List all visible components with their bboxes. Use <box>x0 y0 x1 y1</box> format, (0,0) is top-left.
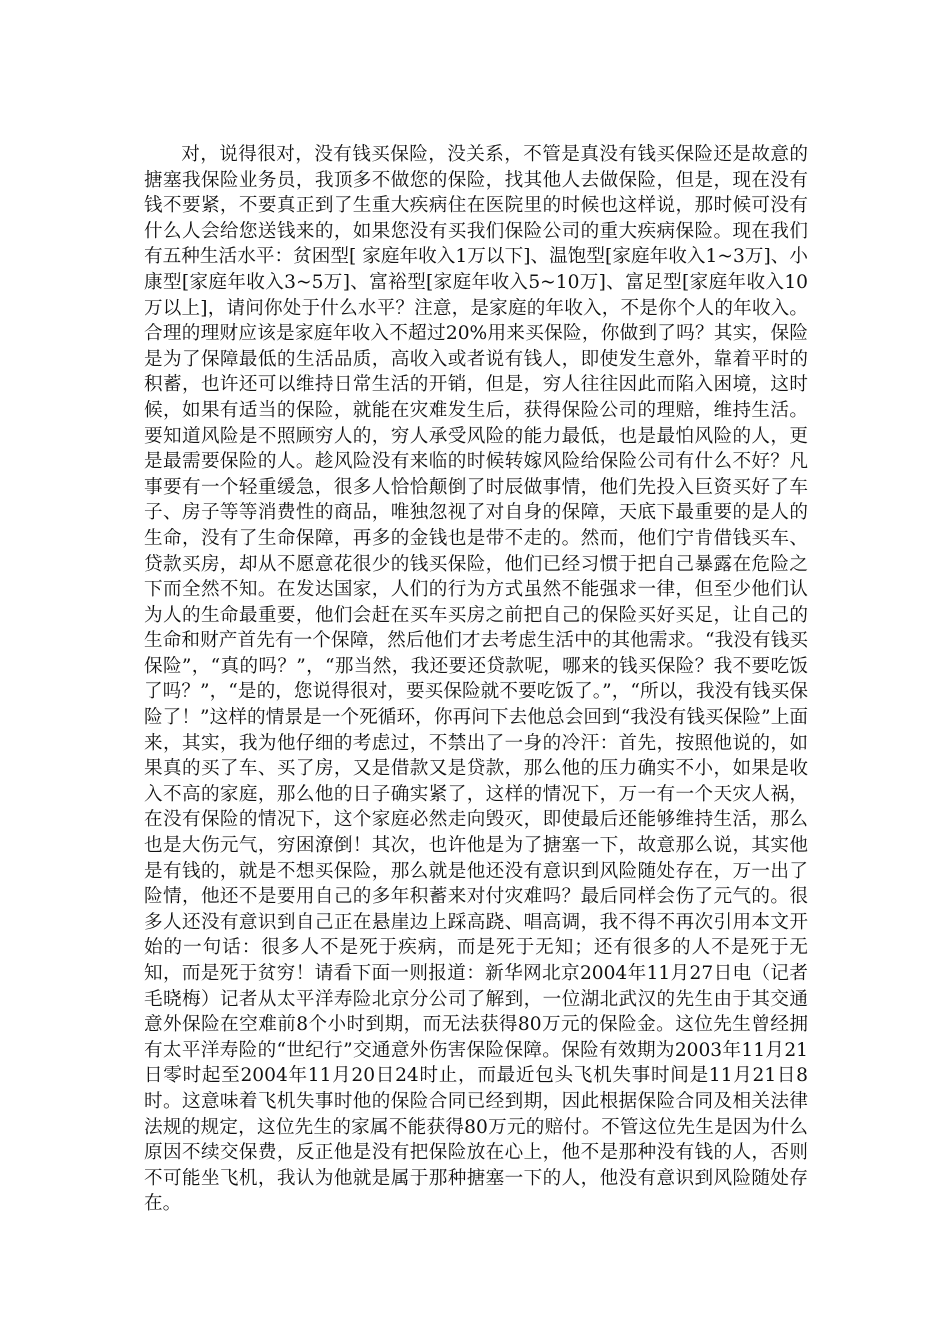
body-paragraph: 对，说得很对，没有钱买保险，没关系，不管是真没有钱买保险还是故意的搪塞我保险业务员，我顶多不做您的保险，找其他人去做保险，但是，现在没有钱不要紧，不要真正到了生重大疾病住在医院里的时候也这样说，那时候可没有什么人会给您送钱来的，如果您没有买我们保险公司的重大疾病保险。现在我们有五种生活水平：贫困型[ 家庭年收入1万以下]、温饱型[家庭年收入1~3万]、小康型[家庭年收入3~5万]、富裕型[家庭年收入5~10万]、富足型[家庭年收入10万以上]，请问你处于什么水平？注意，是家庭的年收入，不是你个人的年收入。合理的理财应该是家庭年收入不超过20%用来买保险，你做到了吗？其实，保险是为了保障最低的生活品质，高收入或者说有钱人，即使发生意外，靠着平时的积蓄，也许还可以维持日常生活的开销，但是，穷人往往因此而陷入困境，这时候，如果有适当的保险，就能在灾难发生后，获得保险公司的理赔，维持生活。要知道风险是不照顾穷人的，穷人承受风险的能力最低，也是最怕风险的人，更是最需要保险的人。趁风险没有来临的时候转嫁风险给保险公司有什么不好？凡事要有一个轻重缓急，很多人恰恰颠倒了时辰做事情，他们先投入巨资买好了车子、房子等等消费性的商品，唯独忽视了对自身的保障，天底下最重要的是人的生命，没有了生命保障，再多的金钱也是带不走的。然而，他们宁肯借钱买车、贷款买房，却从不愿意花很少的钱买保险，他们已经习惯于把自己暴露在危险之下而全然不知。在发达国家，人们的行为方式虽然不能强求一律，但至少他们认为人的生命最重要，他们会赶在买车买房之前把自己的保险买好买足，让自己的生命和财产首先有一个保障，然后他们才去考虑生活中的其他需求。“我没有钱买保险”，“真的吗？”，“那当然，我还要还贷款呢，哪来的钱买保险？我不要吃饭了吗？”，“是的，您说得很对，要买保险就不要吃饭了。”，“所以，我没有钱买保险了！”这样的情景是一个死循环，你再问下去他总会回到“我没有钱买保险”上面来，其实，我为他仔细的考虑过，不禁出了一身的冷汗：首先，按照他说的，如果真的买了车、买了房，又是借款又是贷款，那么他的压力确实不小，如果是收入不高的家庭，那么他的日子确实紧了，这样的情况下，万一有一个天灾人祸，在没有保险的情况下，这个家庭必然走向毁灭，即使最后还能够维持生活，那么也是大伤元气，穷困潦倒！其次，也许他是为了搪塞一下，故意那么说，其实他是有钱的，就是不想买保险，那么就是他还没有意识到风险随处存在，万一出了险情，他还不是要用自己的多年积蓄来对付灾难吗？最后同样会伤了元气的。很多人还没有意识到自己正在悬崖边上踩高跷、唱高调，我不得不再次引用本文开始的一句话：很多人不是死于疾病，而是死于无知；还有很多的人不是死于无知，而是死于贫穷！请看下面一则报道：新华网北京2004年11月27日电（记者毛晓梅）记者从太平洋寿险北京分公司了解到，一位湖北武汉的先生由于其交通意外保险在空难前8个小时到期，而无法获得80万元的保险金。这位先生曾经拥有太平洋寿险的“世纪行”交通意外伤害保险保障。保险有效期为2003年11月21日零时起至2004年11月20日24时止，而最近包头飞机失事时间是11月21日8时。这意味着飞机失事时他的保险合同已经到期，因此根据保险合同及相关法律法规的规定，这位先生的家属不能获得80万元的赔付。不管这位先生是因为什么原因不续交保费，反正他是没有把保险放在心上，他不是那种没有钱的人，否则不可能坐飞机，我认为他就是属于那种搪塞一下的人，他没有意识到风险随处存在。 <box>144 144 808 1215</box>
